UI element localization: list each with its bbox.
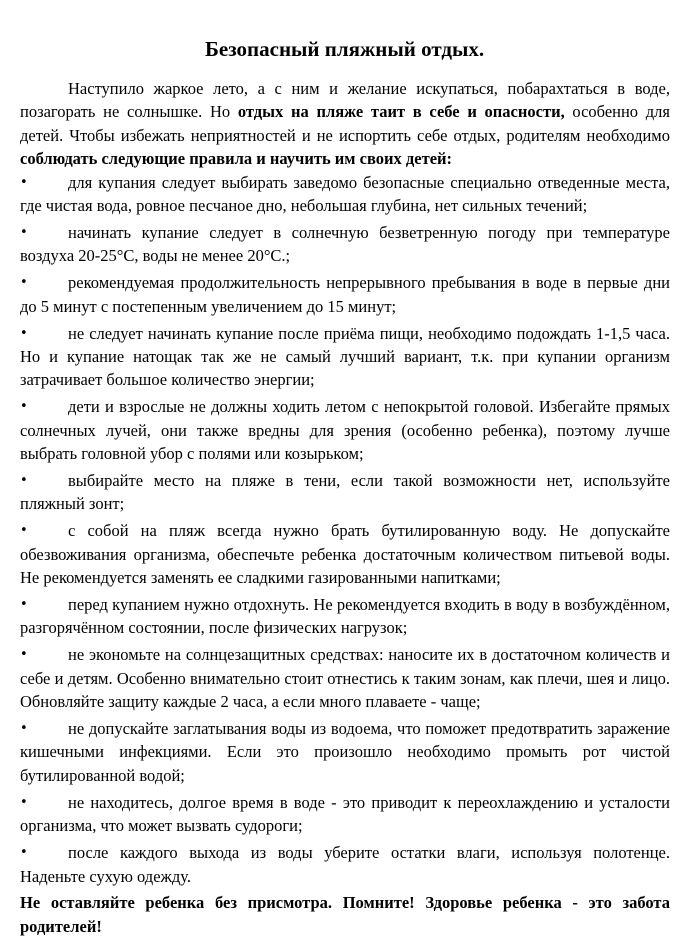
rule-text: не экономьте на солнцезащитных средствах: наносите их в достаточном количеств и себе и детям. Особенно внимательно стоит отнестись к таким зонам, как плечи, шея и лицо. Обновляйте защиту каждые 2 часа, а если много плаваете - чаще; bbox=[20, 645, 670, 712]
rules-list bbox=[20, 171, 670, 888]
document-title: Безопасный пляжный отдых. bbox=[205, 37, 485, 61]
rule-text: выбирайте место на пляже в тени, если такой возможности нет, используйте пляжный зонт; bbox=[20, 471, 670, 514]
rule-item bbox=[20, 322, 670, 392]
closing-statement: Не оставляйте ребенка без присмотра. Помните! Здоровье ребенка - это забота родителей! bbox=[20, 893, 670, 936]
rule-item bbox=[20, 841, 670, 888]
rule-text: не находитесь, долгое время в воде - это приводит к переохлаждению и усталости организма, что может вызвать судороги; bbox=[20, 792, 670, 836]
rule-item bbox=[20, 791, 670, 838]
bullet-icon: • bbox=[20, 523, 28, 539]
rule-text: с собой на пляж всегда нужно брать бутилированную воду. Не допускайте обезвоживания организма, обеспечьте ребенка достаточным количеством питьевой воды. Не рекомендуется заменять ее сладкими газированными напитками; bbox=[20, 521, 670, 588]
rule-text: для купания следует выбирать заведомо безопасные специально отведенные места, где чистая вода, ровное песчаное дно, небольшая глубина, нет сильных течений; bbox=[20, 172, 670, 216]
bullet-icon: • bbox=[20, 399, 28, 415]
intro-text-continued: особенно для детей. Чтобы избежать неприятностей и не испортить себе отдых, родителям необходимо bbox=[20, 102, 670, 145]
rule-item bbox=[20, 593, 670, 640]
rule-item bbox=[20, 395, 670, 465]
intro-text: Наступило жаркое лето, а с ним и желание искупаться, побарахтаться в воде, позагорать не солнышке. Но bbox=[20, 79, 670, 122]
rule-item bbox=[20, 171, 670, 218]
rule-text: дети и взрослые не должны ходить летом с непокрытой головой. Избегайте прямых солнечных лучей, они также вредны для зрения (особенно ребенка), поэтому лучше выбрать головной убор с полями или козырьком; bbox=[20, 397, 670, 464]
bullet-icon: • bbox=[20, 597, 28, 613]
rule-text: рекомендуемая продолжительность непрерывного пребывания в воде в первые дни до 5 минут с постепенным увеличением до 15 минут; bbox=[20, 273, 670, 316]
bullet-icon: • bbox=[20, 794, 28, 810]
intro-bold-rules: соблюдать следующие правила и научить им своих детей: bbox=[20, 149, 453, 169]
rule-item bbox=[20, 519, 670, 589]
rule-item bbox=[20, 271, 670, 318]
rule-item bbox=[20, 221, 670, 268]
bullet-icon: • bbox=[20, 647, 28, 663]
rule-text: начинать купание следует в солнечную безветренную погоду при температуре воздуха 20-25°С, воды не менее 20°С.; bbox=[20, 222, 670, 266]
rule-item bbox=[20, 643, 670, 713]
bullet-icon: • bbox=[20, 275, 28, 291]
rule-text: не допускайте заглатывания воды из водоема, что поможет предотвратить заражение кишечными инфекциями. Если это произошло необходимо промыть рот чистой бутилированной водой; bbox=[20, 719, 670, 785]
rule-text: перед купанием нужно отдохнуть. Не рекомендуется входить в воду в возбуждённом, разгорячённом состоянии, после физических нагрузок; bbox=[20, 595, 670, 638]
intro-bold-danger: отдых на пляже таит в себе и опасности, bbox=[237, 102, 565, 122]
document-page bbox=[20, 36, 670, 938]
rule-text: не следует начинать купание после приёма пищи, необходимо подождать 1-1,5 часа. Но и купание натощак так же не самый лучший вариант, т.к. при купании организм затрачивает большое количество энергии; bbox=[20, 323, 670, 390]
bullet-icon: • bbox=[20, 224, 28, 240]
bullet-icon: • bbox=[20, 473, 28, 488]
bullet-icon: • bbox=[20, 845, 28, 861]
rule-text: после каждого выхода из воды уберите остатки влаги, используя полотенце. Наденьте сухую одежду. bbox=[20, 843, 670, 886]
rule-item bbox=[20, 469, 670, 516]
bullet-icon: • bbox=[20, 325, 28, 341]
bullet-icon: • bbox=[20, 721, 28, 737]
bullet-icon: • bbox=[20, 174, 28, 190]
intro-paragraph bbox=[20, 77, 670, 171]
rule-item bbox=[20, 717, 670, 787]
